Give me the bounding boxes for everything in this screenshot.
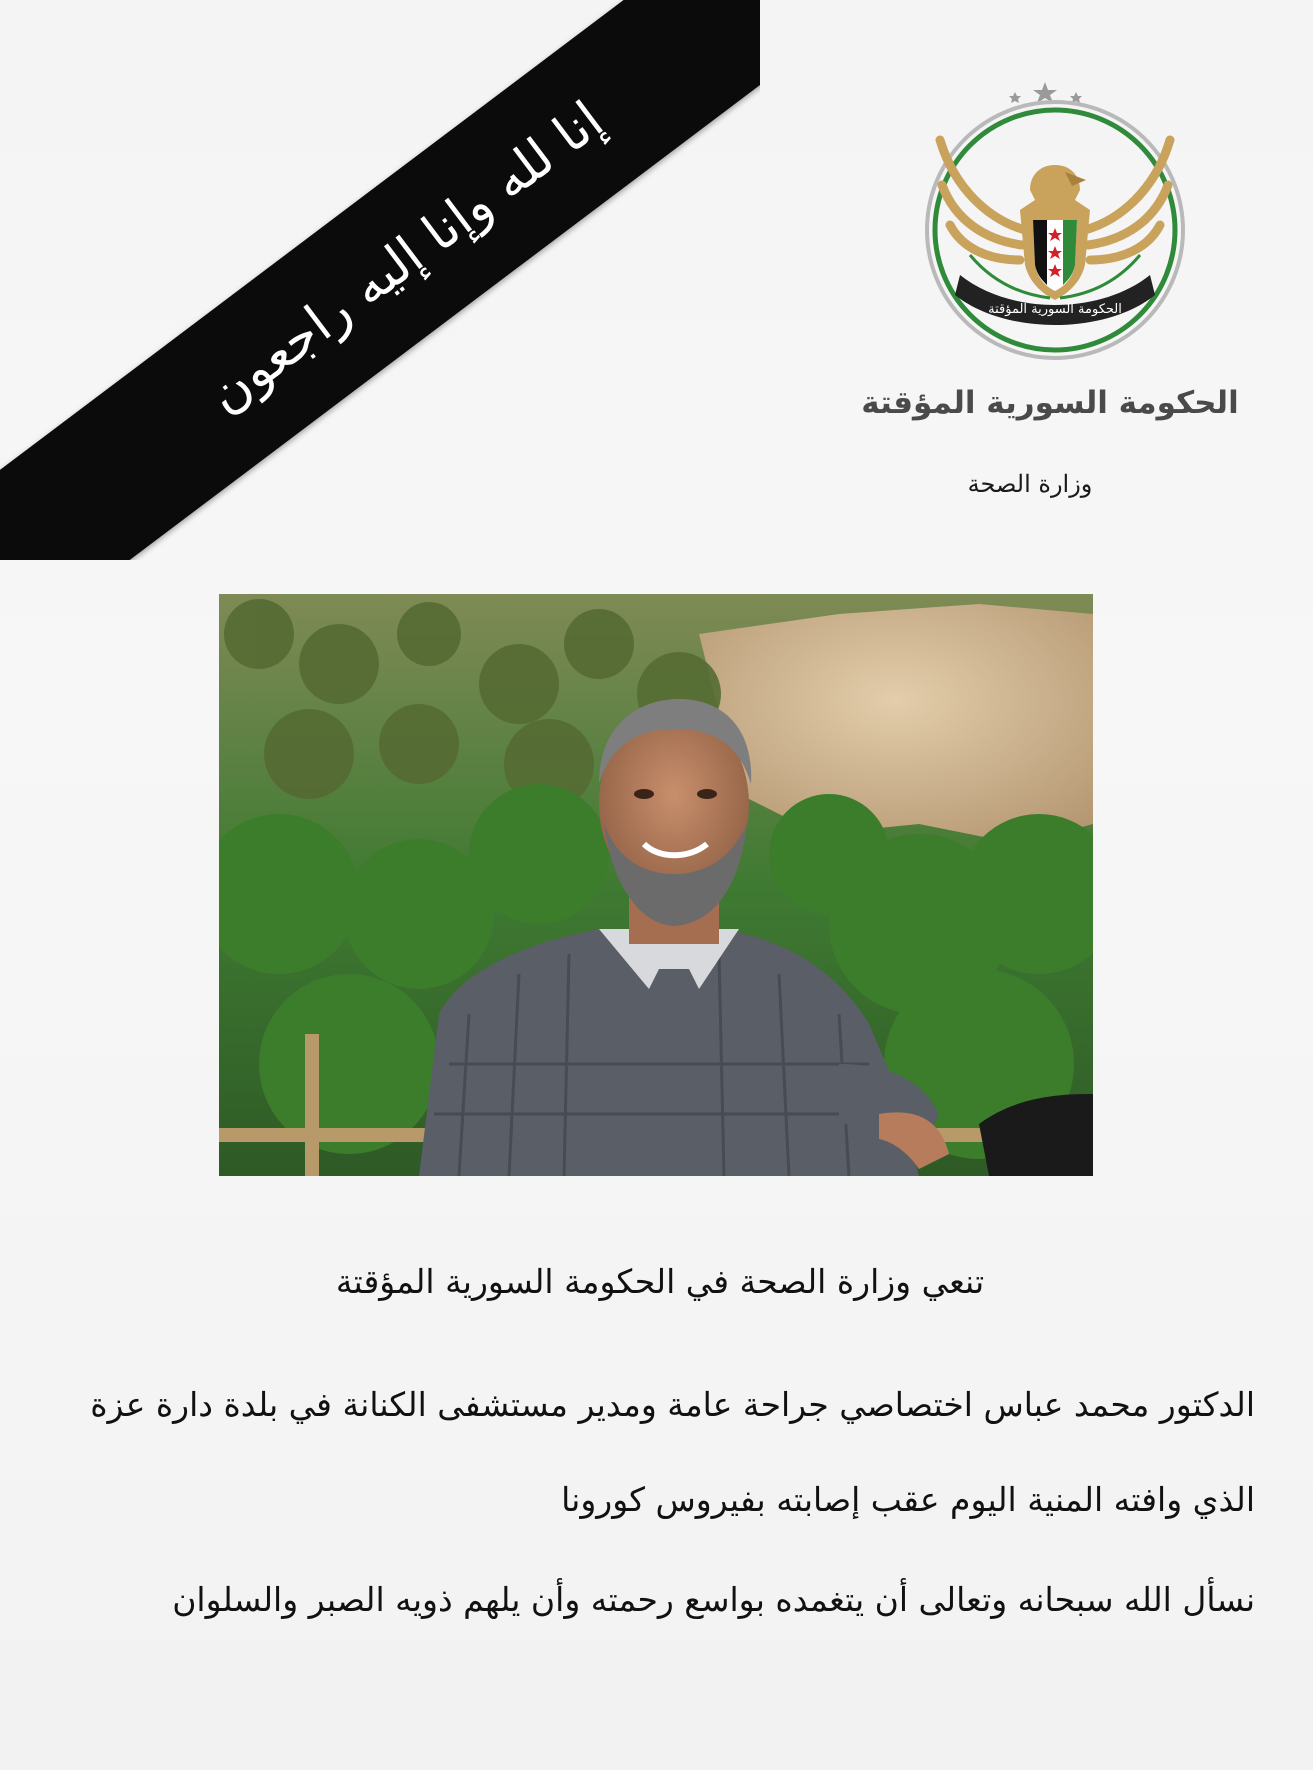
ribbon-band <box>0 0 760 560</box>
ribbon-text: إنا لله وإنا إليه راجعون <box>197 90 615 426</box>
mourning-ribbon <box>0 0 760 560</box>
star-icon <box>1009 82 1082 103</box>
statement-line: الذي وافته المنية اليوم عقب إصابته بفيروس كورونا <box>561 1480 1255 1519</box>
government-name: الحكومة السورية المؤقتة <box>861 385 1239 421</box>
ministry-name: وزارة الصحة <box>967 470 1093 498</box>
statement-line: نسأل الله سبحانه وتعالى أن يتغمده بواسع رحمته وأن يلهم ذويه الصبر والسلوان <box>172 1580 1255 1619</box>
statement-heading: تنعي وزارة الصحة في الحكومة السورية المؤقتة <box>335 1262 985 1301</box>
statement-line: الدكتور محمد عباس اختصاصي جراحة عامة ومدير مستشفى الكنانة في بلدة دارة عزة <box>90 1385 1255 1424</box>
government-emblem <box>900 80 1210 360</box>
portrait-photo <box>219 594 1093 1176</box>
emblem-ring-text: الحكومة السورية المؤقتة <box>988 302 1122 317</box>
